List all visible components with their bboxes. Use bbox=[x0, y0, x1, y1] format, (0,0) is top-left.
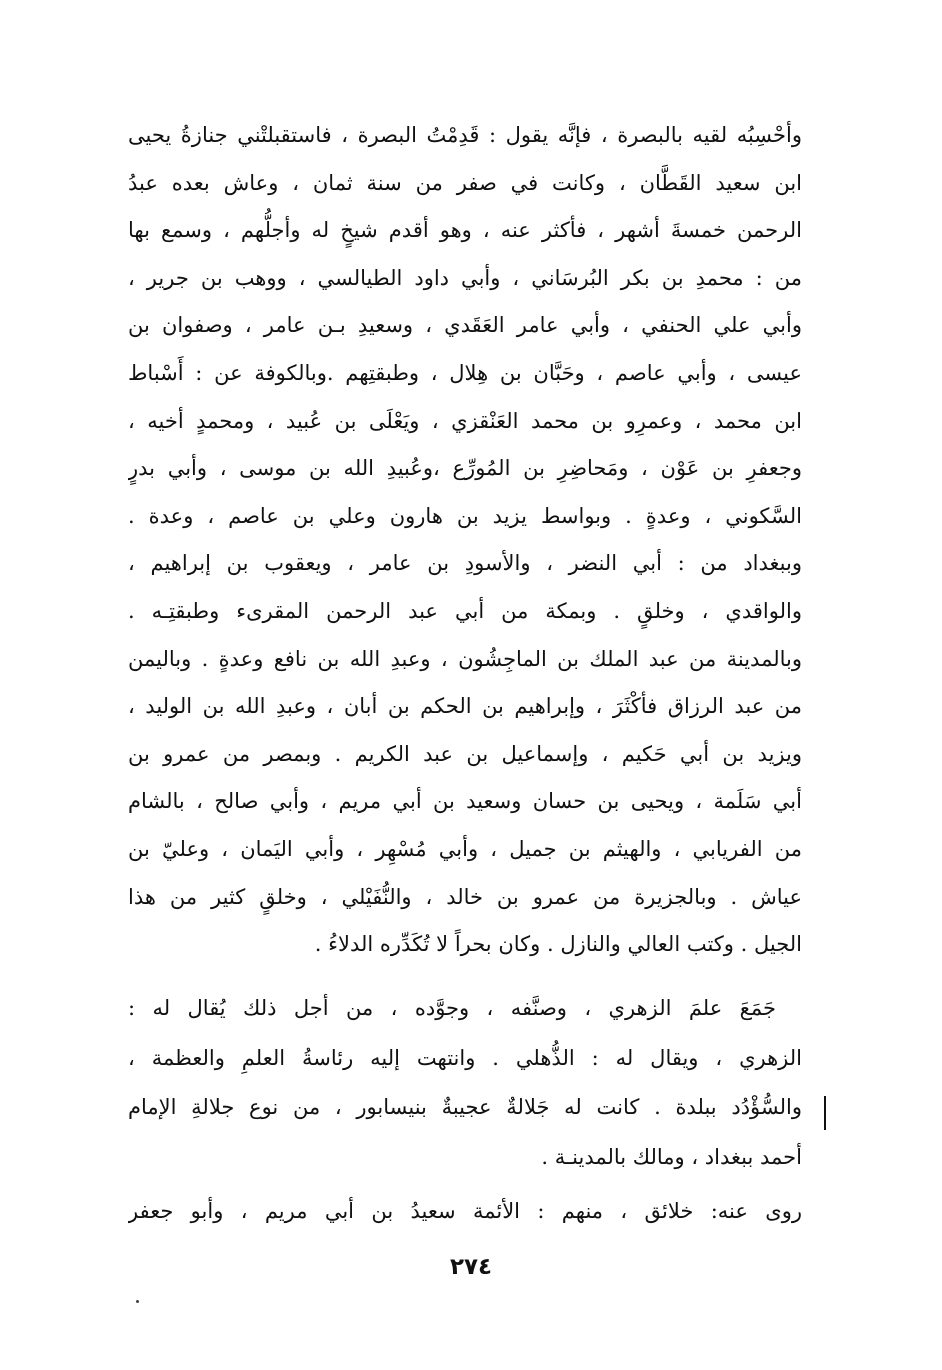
text-line: ابن سعيد القَطَّان ، وكانت في صفر من سنة ثمان ، وعاش بعده عبدُ bbox=[128, 170, 802, 195]
scan-speck bbox=[136, 1300, 139, 1303]
text-line: الزهري ، ويقال له : الذُّهلي . وانتهت إليه رئاسةُ العلمِ والعظمة ، bbox=[128, 1045, 802, 1070]
text-line: من الفريابي ، والهيثم بن جميل ، وأبي مُسْهِر ، وأبي اليَمان ، وعليّ بن bbox=[128, 836, 802, 861]
text-line: والواقدي ، وخلقٍ . وبمكة من أبي عبد الرحمن المقرىء وطبقتِـه . bbox=[128, 598, 802, 623]
text-line: والسُّؤْدُد ببلدة . كانت له جَلالةٌ عجيبةٌ بنيسابور ، من نوع جلالةِ الإمام bbox=[128, 1095, 802, 1120]
text-line: الجيل . وكتب العالي والنازل . وكان بحراً لا تُكَدِّره الدلاءُ . bbox=[314, 932, 802, 957]
text-line: وأحْسِبُه لقيه بالبصرة ، فإنَّه يقول : قَدِمْتُ البصرة ، فاستقبلتْني جنازةُ يحيى bbox=[128, 123, 802, 147]
text-line: روى عنه: خلائق ، منهم : الأئمة سعيدُ بن أبي مريم ، وأبو جعفر bbox=[128, 1199, 802, 1223]
text-line: أبي سَلَمة ، ويحيى بن حسان وسعيد بن أبي مريم ، وأبي صالح ، بالشام bbox=[128, 789, 802, 814]
text-line: وبالمدينة من عبد الملك بن الماجِشُون ، وعبدِ الله بن نافع وعدةٍ . وباليمن bbox=[128, 646, 802, 671]
text-line: السَّكوني ، وعدةٍ . وبواسط يزيد بن هارون وعلي بن عاصم ، وعدة . bbox=[128, 503, 802, 528]
text-line: وببغداد من : أبي النضر ، والأسودِ بن عامر ، ويعقوب بن إبراهيم ، bbox=[128, 551, 802, 576]
text-line: وأبي علي الحنفي ، وأبي عامر العَقَدي ، وسعيدِ بـن عامر ، وصفوان بن bbox=[128, 313, 802, 338]
paragraph-teachers bbox=[128, 112, 802, 969]
text-line: من : محمدِ بن بكر البُرسَاني ، وأبي داود الطيالسي ، ووهب بن جرير ، bbox=[128, 265, 802, 290]
paragraph-status bbox=[128, 984, 802, 1182]
text-line: وجعفرِ بن عَوْن ، ومَحاضِرِ بن المُورِّع ،وعُبيدِ الله بن موسى ، وأبي بدرٍ bbox=[128, 456, 802, 481]
text-line: عياش . وبالجزيرة من عمرو بن خالد ، والنُّفَيْلي ، وخلقٍ كثير من هذا bbox=[128, 884, 802, 909]
text-line: الرحمن خمسةَ أشهر ، فأكثر عنه ، وهو أقدم شيخٍ له وأجلُّهم ، وسمع بها bbox=[128, 218, 802, 243]
margin-mark bbox=[824, 1096, 826, 1130]
text-line: من عبد الرزاق فأكْثَرَ ، وإبراهيم بن الحكم بن أبان ، وعبدِ الله بن الوليد ، bbox=[128, 694, 802, 719]
text-line: جَمَعَ علمَ الزهري ، وصنَّفه ، وجوَّده ، من أجل ذلك يُقال له : bbox=[128, 996, 776, 1020]
text-line: ويزيد بن أبي حَكيم ، وإسماعيل بن عبد الكريم . وبمصر من عمرو بن bbox=[128, 741, 802, 766]
page-number: ٢٧٤ bbox=[449, 1254, 493, 1280]
text-line: أحمد ببغداد ، ومالك بالمدينـة . bbox=[541, 1144, 802, 1169]
text-line: عيسى ، وأبي عاصم ، وحَبَّان بن هِلال ، وطبقتِهم .وبالكوفة عن : أَسْباط bbox=[128, 360, 802, 385]
paragraph-narrators bbox=[128, 1188, 802, 1236]
text-line: ابن محمد ، وعمرِو بن محمد العَنْقزي ، ويَعْلَى بن عُبيد ، ومحمدٍ أخيه ، bbox=[128, 408, 802, 433]
